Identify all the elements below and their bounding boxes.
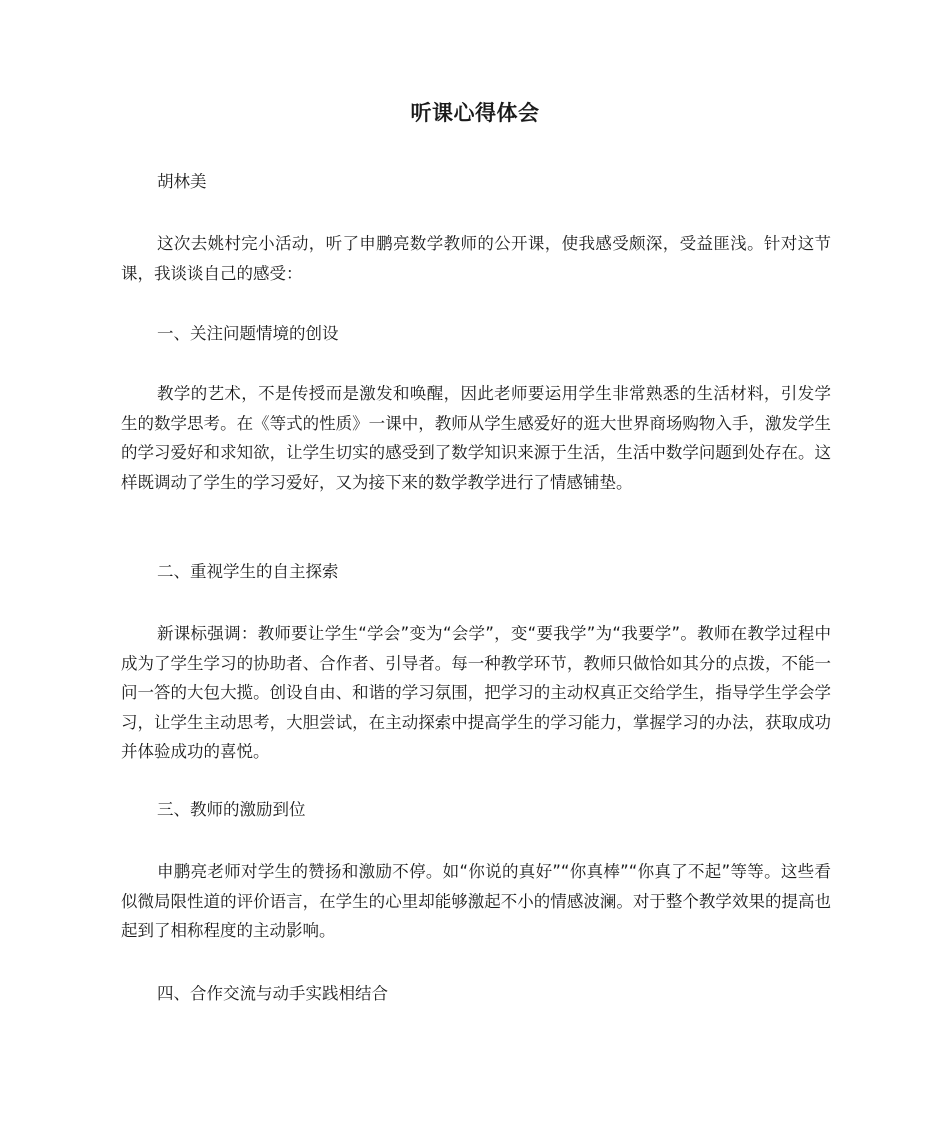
section-2-body: 新课标强调：教师要让学生“学会”变为“会学”，变“要我学”为“我要学”。教师在教学过程中成为了学生学习的协助者、合作者、引导者。每一种教学环节，教师只做恰如其分的点拨，不能一问一答的大包大揽。创设自由、和谐的学习氛围，把学习的主动权真正交给学生，指导学生学会学习，让学生主动思考，大胆尝试，在主动探索中提高学生的学习能力，掌握学习的办法，获取成功并体验成功的喜悦。 (121, 624, 831, 761)
section-4-heading: 四、合作交流与动手实践相结合 (157, 984, 388, 1003)
section-2-heading: 二、重视学生的自主探索 (157, 562, 339, 581)
section-1-body: 教学的艺术，不是传授而是激发和唤醒，因此老师要运用学生非常熟悉的生活材料，引发学生的数学思考。在《等式的性质》一课中，教师从学生感爱好的逛大世界商场购物入手，激发学生的学习爱好和求知欲，让学生切实的感受到了数学知识来源于生活，生活中数学问题到处存在。这样既调动了学生的学习爱好，又为接下来的数学教学进行了情感铺垫。 (121, 384, 831, 492)
section-1-heading: 一、关注问题情境的创设 (157, 324, 339, 343)
author-name: 胡林美 (157, 172, 207, 191)
section-3-body: 申鹏亮老师对学生的赞扬和激励不停。如“你说的真好”“你真棒”“你真了不起”等等。这些看似微局限性道的评价语言，在学生的心里却能够激起不小的情感波澜。对于整个教学效果的提高也起到了相称程度的主动影响。 (121, 862, 831, 940)
intro-paragraph: 这次去姚村完小活动，听了申鹏亮数学教师的公开课，使我感受颇深，受益匪浅。针对这节课，我谈谈自己的感受： (121, 234, 831, 283)
document-title: 听课心得体会 (410, 101, 540, 125)
section-3-heading: 三、教师的激励到位 (157, 800, 306, 819)
